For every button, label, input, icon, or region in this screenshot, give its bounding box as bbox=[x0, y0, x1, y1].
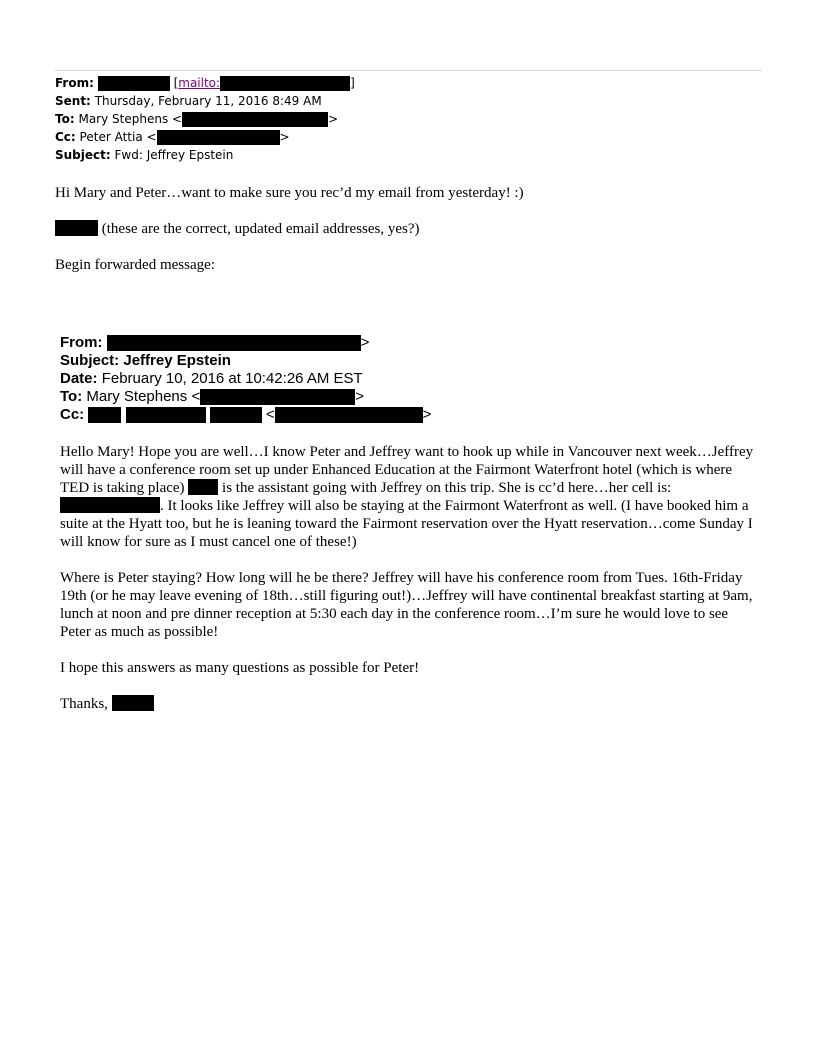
fwd-to-close: > bbox=[355, 388, 364, 405]
fwd-to-label: To: bbox=[60, 388, 83, 405]
subject-label: Subject: bbox=[55, 148, 111, 162]
header-divider bbox=[55, 70, 762, 71]
fwd-from-close: > bbox=[360, 334, 370, 351]
fwd-subject-line bbox=[60, 352, 231, 370]
fwd-p1-part-b: is the assistant going with Jeffrey on this trip. She is cc’d here…her cell is: bbox=[218, 480, 672, 496]
redaction-box bbox=[88, 407, 121, 423]
outer-from-line bbox=[55, 74, 355, 92]
fwd-to-name: Mary Stephens < bbox=[86, 388, 201, 405]
fwd-thanks-line bbox=[60, 695, 760, 713]
redaction-box bbox=[60, 497, 160, 513]
fwd-subject-value: Jeffrey Epstein bbox=[123, 352, 231, 369]
sent-label: Sent: bbox=[55, 94, 91, 108]
fwd-to-line bbox=[60, 388, 364, 406]
outer-subject-line bbox=[55, 146, 233, 164]
redaction-box bbox=[275, 407, 423, 423]
fwd-cc-line bbox=[60, 406, 431, 424]
begin-forwarded-text: Begin forwarded message: bbox=[55, 257, 215, 273]
outer-cc-line bbox=[55, 128, 290, 146]
fwd-p1-part-a: Hello Mary! Hope you are well…I know Peter and Jeffrey want to hook up while in Vancouver next week…Jeffrey will have a conference room set up under Enhanced Education at the Fairmont Waterfront hotel (which is where TED is taking place) bbox=[60, 444, 754, 496]
from-label: From: bbox=[55, 76, 94, 90]
cc-close: > bbox=[279, 130, 290, 144]
redaction-box bbox=[126, 407, 206, 423]
thanks-text: Thanks, bbox=[60, 696, 112, 712]
addresses-note-line bbox=[55, 220, 420, 238]
fwd-cc-label: Cc: bbox=[60, 406, 85, 423]
redaction-box bbox=[188, 479, 218, 495]
fwd-cc-close: > bbox=[422, 406, 432, 423]
redaction-box bbox=[107, 335, 361, 351]
fwd-from-label: From: bbox=[60, 334, 103, 351]
fwd-paragraph-3: I hope this answers as many questions as possible for Peter! bbox=[60, 660, 420, 676]
redaction-box bbox=[210, 407, 262, 423]
fwd-from-line bbox=[60, 334, 369, 352]
mailto-open: [ bbox=[173, 76, 179, 90]
redaction-box bbox=[98, 76, 170, 91]
subject-value: Fwd: Jeffrey Epstein bbox=[114, 148, 234, 162]
addresses-note: (these are the correct, updated email addresses, yes?) bbox=[98, 221, 420, 237]
fwd-p1-part-c: . It looks like Jeffrey will also be staying at the Fairmont Waterfront as well. (I have booked him a suite at the Hyatt too, but he is leaning toward the Fairmont reservation over the Hyatt reservation…come Sunday I will know for sure as I must cancel one of these!) bbox=[60, 498, 753, 550]
fwd-date-line bbox=[60, 370, 363, 388]
mailto-link[interactable]: mailto: bbox=[178, 76, 221, 90]
mailto-close: ] bbox=[350, 76, 355, 90]
fwd-date-value: February 10, 2016 at 10:42:26 AM EST bbox=[101, 370, 363, 387]
redaction-box bbox=[182, 112, 328, 127]
redaction-box bbox=[200, 389, 355, 405]
fwd-paragraph-2: Where is Peter staying? How long will he be there? Jeffrey will have his conference room from Tues. 16th-Friday 19th (or he may leave evening of 18th…still figuring out!)…Jeffrey will have continental breakfast starting at 9am, lunch at noon and pre dinner reception at 5:30 each day in the conference room…I’m sure he would love to see Peter as much as possible! bbox=[60, 570, 753, 640]
greeting-text: Hi Mary and Peter…want to make sure you rec’d my email from yesterday! :) bbox=[55, 185, 524, 201]
fwd-paragraph-1 bbox=[60, 443, 760, 551]
outer-sent-line bbox=[55, 92, 322, 110]
redaction-box bbox=[55, 220, 98, 236]
fwd-subject-label: Subject: bbox=[60, 352, 120, 369]
fwd-date-label: Date: bbox=[60, 370, 98, 387]
fwd-cc-open: < bbox=[265, 406, 275, 423]
redaction-box bbox=[157, 130, 280, 145]
to-close: > bbox=[328, 112, 339, 126]
to-label: To: bbox=[55, 112, 75, 126]
outer-to-line bbox=[55, 110, 338, 128]
sent-value: Thursday, February 11, 2016 8:49 AM bbox=[94, 94, 322, 108]
to-name: Mary Stephens < bbox=[78, 112, 183, 126]
cc-name: Peter Attia < bbox=[79, 130, 157, 144]
redaction-box bbox=[112, 695, 154, 711]
cc-label: Cc: bbox=[55, 130, 76, 144]
redaction-box bbox=[220, 76, 350, 91]
